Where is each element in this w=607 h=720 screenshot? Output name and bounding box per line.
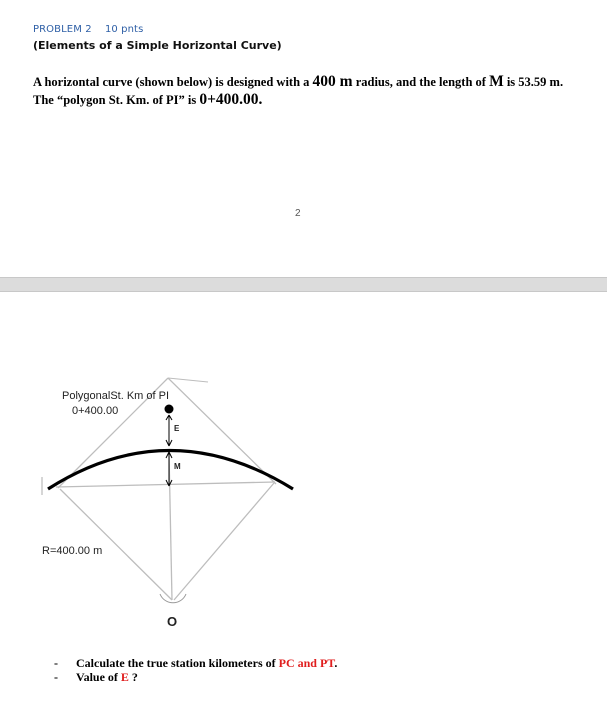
pi-station-value: 0+400.00. [199, 91, 263, 108]
long-chord [56, 482, 275, 487]
list-dash: - [54, 656, 58, 670]
tangent-line-ahead [168, 378, 276, 484]
question-highlight: PC and PT [278, 656, 335, 670]
statement-text: is 53.59 m. [503, 75, 564, 89]
pi-point [165, 405, 174, 414]
question-text [76, 656, 337, 670]
problem-subtitle: (Elements of a Simple Horizontal Curve) [33, 39, 282, 52]
central-angle-arc [160, 594, 186, 603]
m-label: M [174, 462, 181, 471]
horizontal-curve-diagram [0, 290, 607, 640]
question-text-part: . [334, 656, 338, 670]
statement-text: radius, and the length of [352, 75, 490, 89]
problem-statement [33, 73, 593, 109]
problem-number: PROBLEM 2 [33, 24, 92, 35]
statement-text: A horizontal curve (shown below) is designed with a [33, 75, 313, 89]
question-item [54, 670, 337, 684]
radius-line-pt [174, 483, 274, 600]
e-label: E [174, 424, 180, 433]
pi-label: PolygonalSt. Km of PI [62, 390, 169, 402]
statement-text: The “polygon St. Km. of PI” is [33, 93, 200, 107]
radius-value: 400 m [312, 73, 353, 90]
list-dash: - [54, 670, 58, 684]
statement-line-2 [33, 91, 593, 109]
problem-points: 10 pnts [104, 24, 144, 35]
question-text-part: Calculate the true station kilometers of [76, 656, 279, 670]
m-symbol: M [489, 73, 504, 90]
page-number: 2 [295, 208, 301, 219]
question-text-part: ? [128, 670, 138, 684]
question-item [54, 656, 337, 670]
radius-label: R=400.00 m [42, 545, 103, 557]
problem-title-line [33, 24, 282, 35]
pi-station-label: 0+400.00 [72, 405, 119, 417]
statement-line-1 [33, 73, 593, 91]
question-highlight: E [120, 670, 129, 684]
questions-list [54, 656, 337, 684]
tangent-extension [168, 378, 208, 382]
problem-header [33, 24, 282, 52]
center-label: O [167, 614, 178, 629]
question-text-part: Value of [76, 670, 121, 684]
question-text [76, 670, 138, 684]
